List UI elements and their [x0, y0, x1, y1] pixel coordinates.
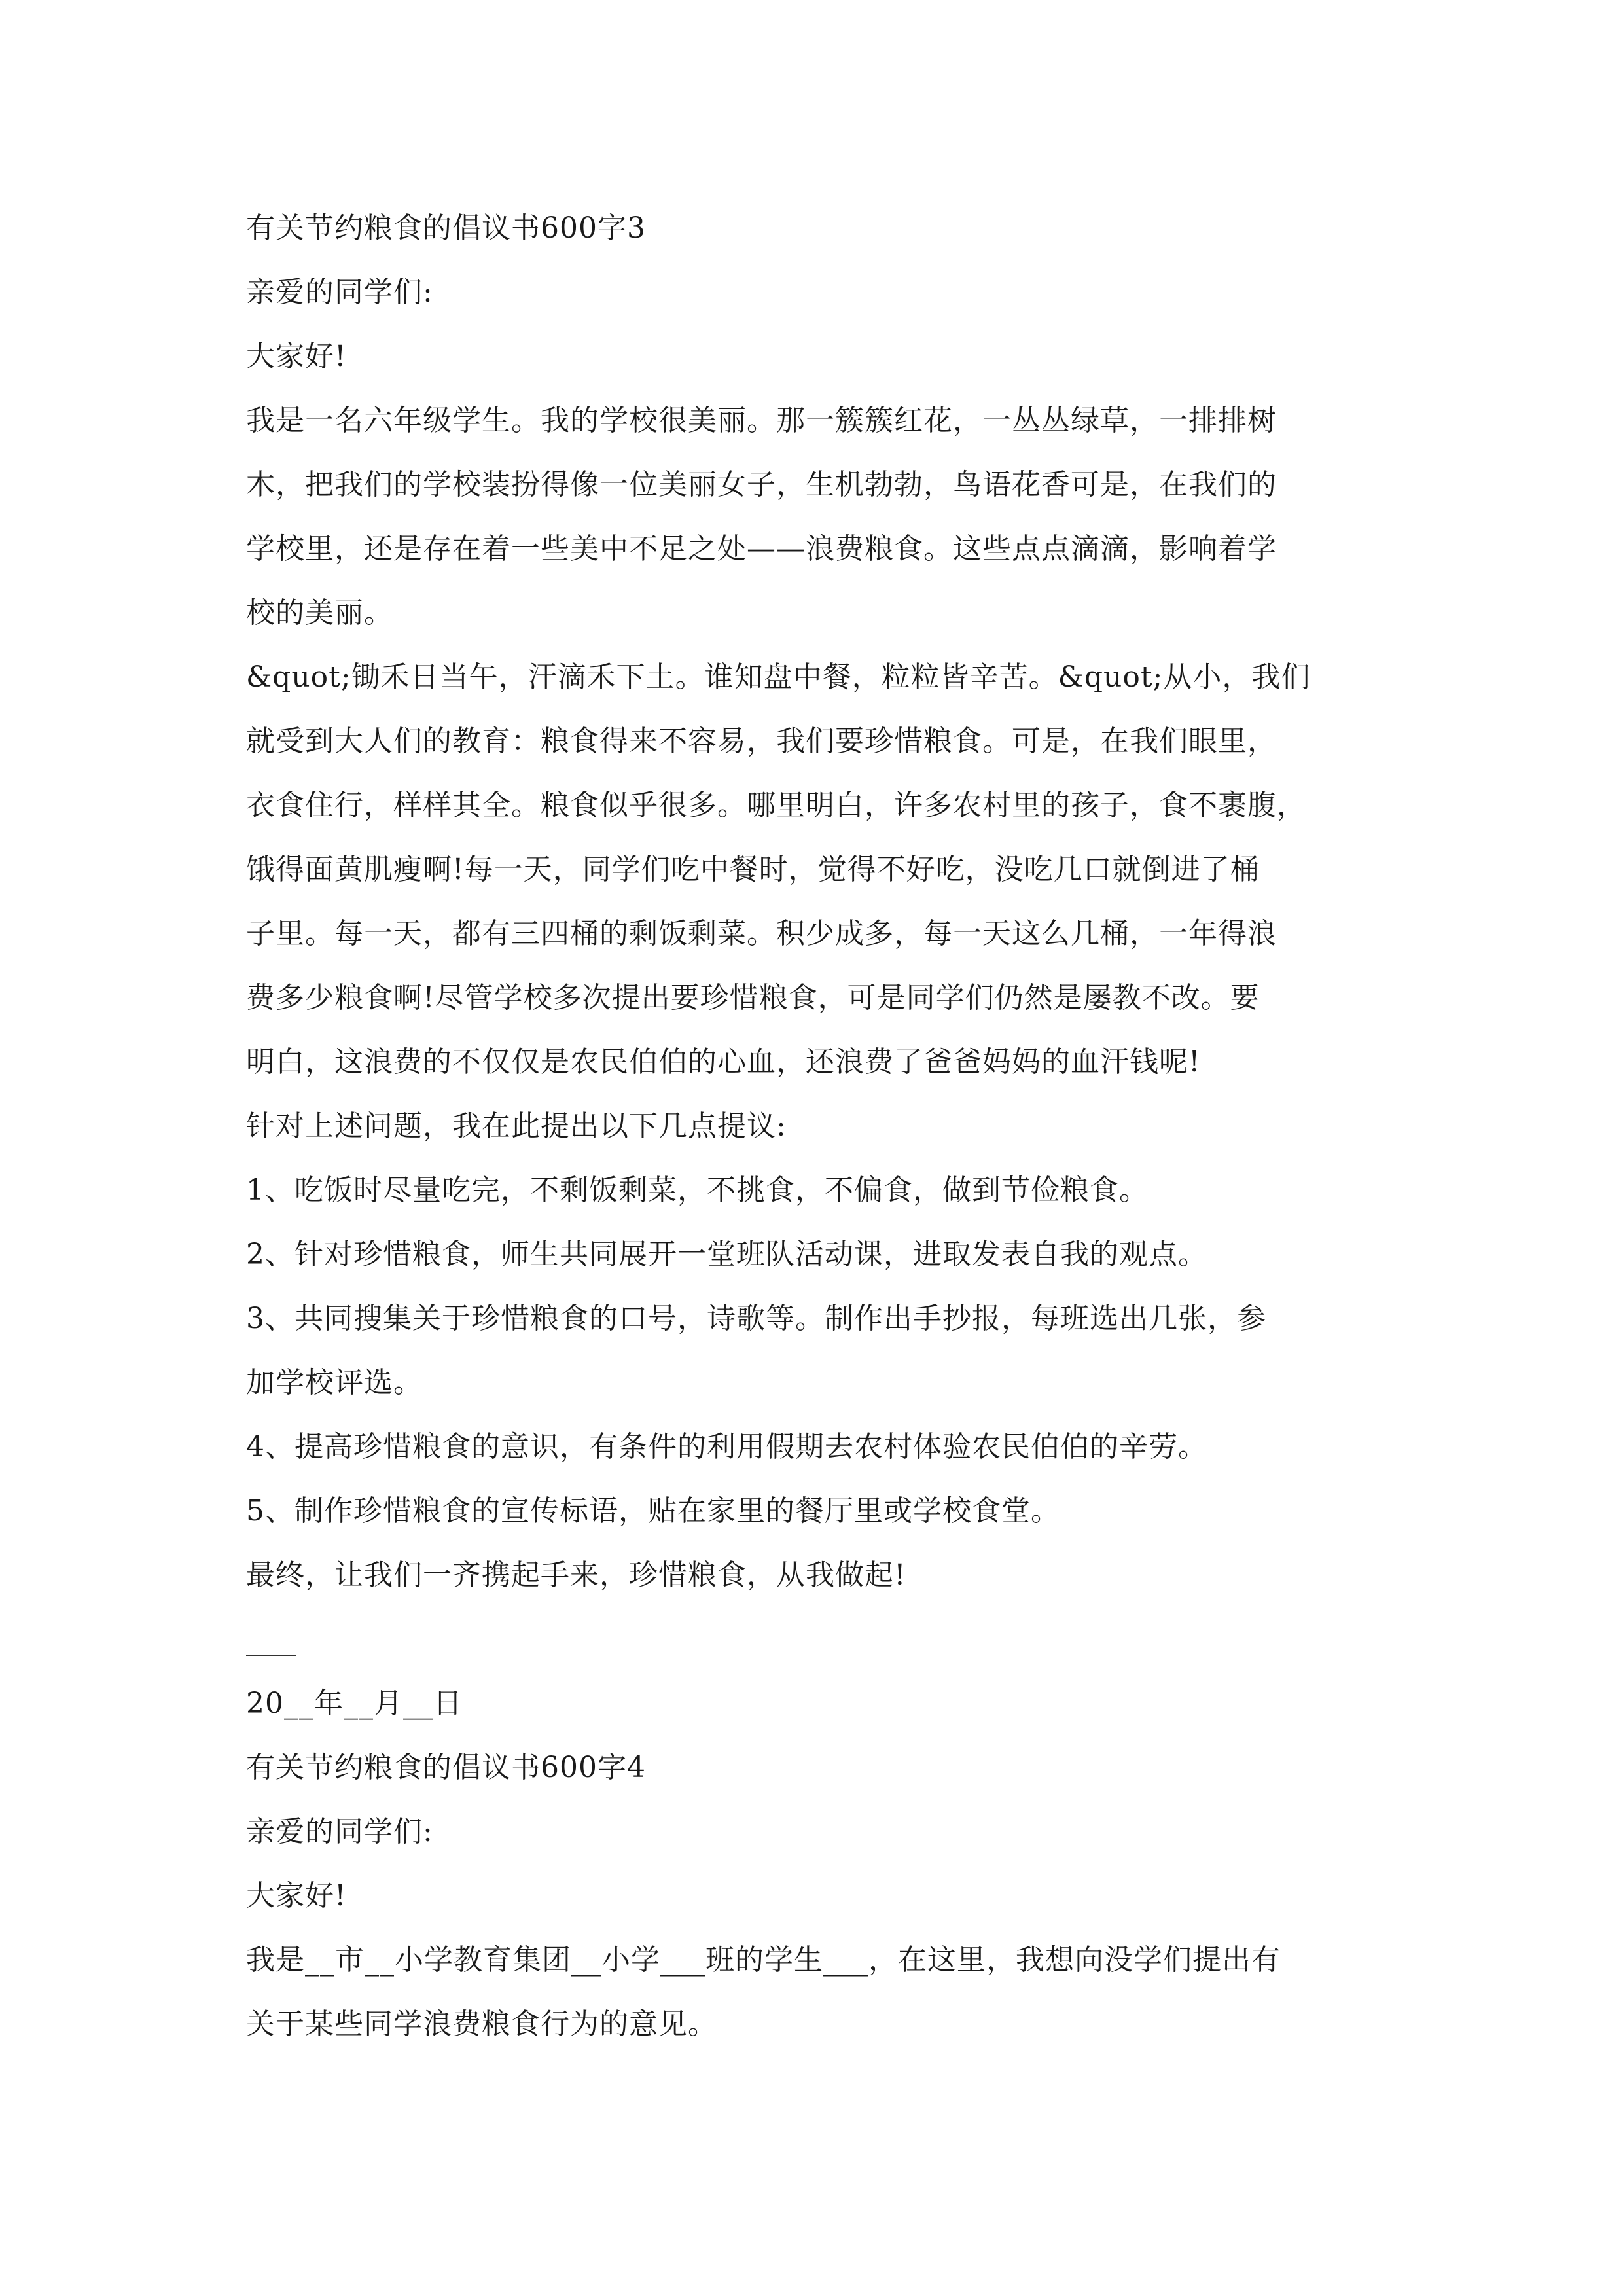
section3-item-4: 4、提高珍惜粮食的意识，有条件的利用假期去农村体验农民伯伯的辛劳。 [246, 1430, 1207, 1463]
section3-para2-line: 费多少粮食啊!尽管学校多次提出要珍惜粮食，可是同学们仍然是屡教不改。要 [246, 981, 1260, 1014]
section3-para2-line: 饿得面黄肌瘦啊!每一天，同学们吃中餐时，觉得不好吃，没吃几口就倒进了桶 [246, 853, 1260, 886]
section4-para1-line: 我是__市__小学教育集团__小学___班的学生___，在这里，我想向没学们提出有 [246, 1943, 1281, 1977]
section3-para2-line: &quot;锄禾日当午，汗滴禾下土。谁知盘中餐，粒粒皆辛苦。&quot;从小，我们 [246, 660, 1311, 694]
section3-para2-line: 明白，这浪费的不仅仅是农民伯伯的心血，还浪费了爸爸妈妈的血汗钱呢! [246, 1045, 1201, 1079]
section3-para1-line: 校的美丽。 [246, 596, 393, 630]
section4-title: 有关节约粮食的倡议书600字4 [246, 1751, 646, 1784]
section3-greeting: 大家好! [246, 340, 347, 373]
section3-salutation: 亲爱的同学们: [246, 276, 433, 309]
section3-para1-line: 学校里，还是存在着一些美中不足之处——浪费粮食。这些点点滴滴，影响着学 [246, 532, 1277, 565]
section3-para1-line: 木，把我们的学校装扮得像一位美丽女子，生机勃勃，鸟语花香可是，在我们的 [246, 468, 1277, 501]
document-page [246, 196, 1385, 2056]
section4-salutation: 亲爱的同学们: [246, 1815, 433, 1848]
section3-title: 有关节约粮食的倡议书600字3 [246, 211, 646, 245]
section3-para2-line: 衣食住行，样样其全。粮食似乎很多。哪里明白，许多农村里的孩子，食不裹腹， [246, 789, 1306, 822]
section4-para1-line: 关于某些同学浪费粮食行为的意见。 [246, 2007, 717, 2041]
section3-para2-line: 子里。每一天，都有三四桶的剩饭剩菜。积少成多，每一天这么几桶，一年得浪 [246, 917, 1277, 950]
section3-closing: 最终，让我们一齐携起手来，珍惜粮食，从我做起! [246, 1558, 906, 1592]
signature-rule [246, 1655, 296, 1656]
section3-item-3-line: 3、共同搜集关于珍惜粮食的口号，诗歌等。制作出手抄报，每班选出几张，参 [246, 1302, 1266, 1335]
section3-date: 20__年__月__日 [246, 1687, 463, 1720]
section3-intro: 针对上述问题，我在此提出以下几点提议: [246, 1109, 787, 1143]
section4-greeting: 大家好! [246, 1879, 347, 1912]
signature-line [246, 1607, 1385, 1672]
section3-item-2: 2、针对珍惜粮食，师生共同展开一堂班队活动课，进取发表自我的观点。 [246, 1238, 1207, 1271]
section3-item-1: 1、吃饭时尽量吃完，不剩饭剩菜，不挑食，不偏食，做到节俭粮食。 [246, 1174, 1149, 1207]
section3-item-3-line: 加学校评选。 [246, 1366, 423, 1399]
section3-para2-line: 就受到大人们的教育：粮食得来不容易，我们要珍惜粮食。可是，在我们眼里， [246, 725, 1277, 758]
section3-item-5: 5、制作珍惜粮食的宣传标语，贴在家里的餐厅里或学校食堂。 [246, 1494, 1060, 1528]
section3-para1-line: 我是一名六年级学生。我的学校很美丽。那一簇簇红花，一丛丛绿草，一排排树 [246, 404, 1277, 437]
